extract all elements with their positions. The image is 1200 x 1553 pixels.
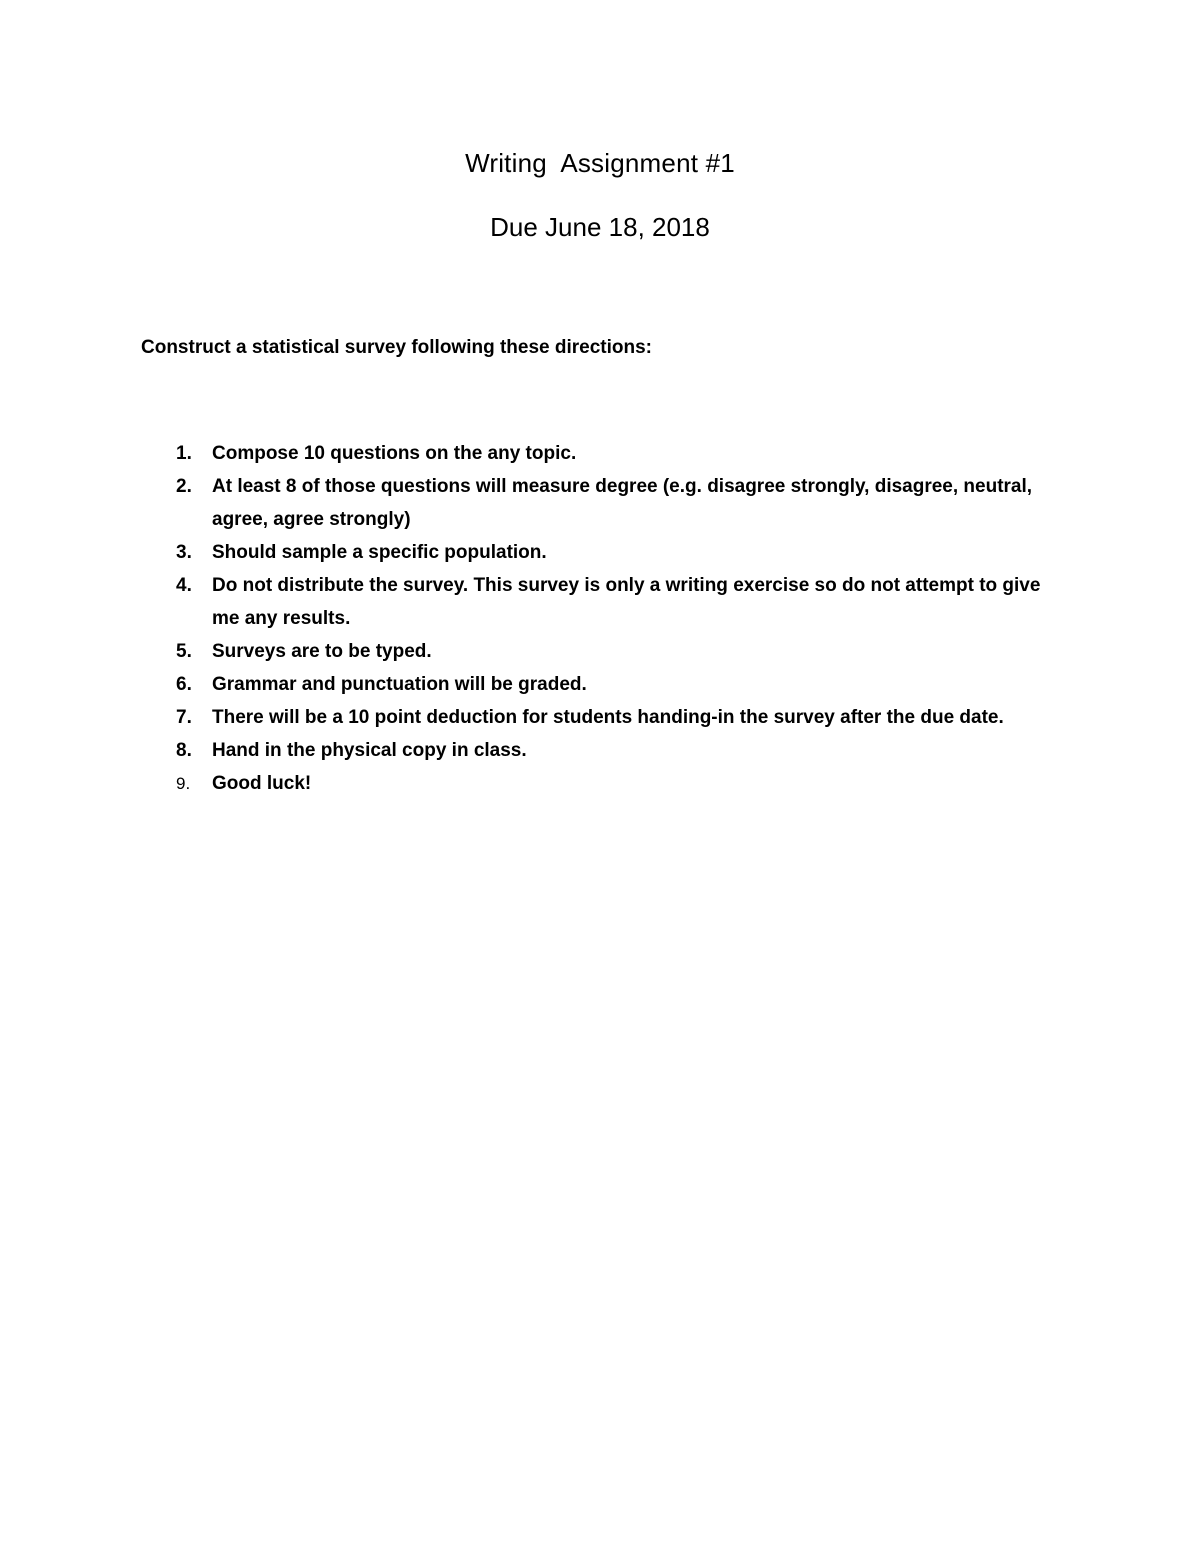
list-item-number: 9. [176, 774, 191, 793]
list-item-number: 3. [176, 542, 192, 563]
list-item-text: Hand in the physical copy in class. [212, 740, 527, 761]
list-item [168, 635, 1048, 668]
list-item [168, 470, 1048, 536]
list-item-text: Grammar and punctuation will be graded. [212, 674, 587, 695]
list-item [168, 437, 1048, 470]
page-title: Writing Assignment #1 [465, 148, 735, 178]
due-date: Due June 18, 2018 [490, 212, 710, 242]
list-item-number: 5. [176, 641, 192, 662]
list-item-number: 6. [176, 674, 192, 695]
directions-list [168, 437, 1048, 800]
list-item [168, 668, 1048, 701]
list-item-number: 1. [176, 443, 192, 464]
list-item-number: 7. [176, 707, 192, 728]
list-item-number: 4. [176, 575, 192, 596]
list-item-number: 2. [176, 476, 192, 497]
intro-text: Construct a statistical survey following these directions: [141, 337, 653, 358]
list-item [168, 569, 1048, 635]
list-item [168, 536, 1048, 569]
list-item-number: 8. [176, 740, 192, 761]
list-item-text: Compose 10 questions on the any topic. [212, 443, 577, 464]
list-item-text: There will be a 10 point deduction for students handing-in the survey after the due date. [212, 707, 1004, 728]
list-item-text: At least 8 of those questions will measure degree (e.g. disagree strongly, disagree, neutral, agree, agree strongly) [212, 476, 1033, 530]
list-item-text: Good luck! [212, 773, 312, 794]
list-item [168, 767, 1048, 800]
list-item-text: Surveys are to be typed. [212, 641, 432, 662]
list-item-text: Do not distribute the survey. This survey is only a writing exercise so do not attempt to give me any results. [212, 575, 1041, 629]
list-item [168, 701, 1048, 734]
list-item [168, 734, 1048, 767]
list-item-text: Should sample a specific population. [212, 542, 547, 563]
